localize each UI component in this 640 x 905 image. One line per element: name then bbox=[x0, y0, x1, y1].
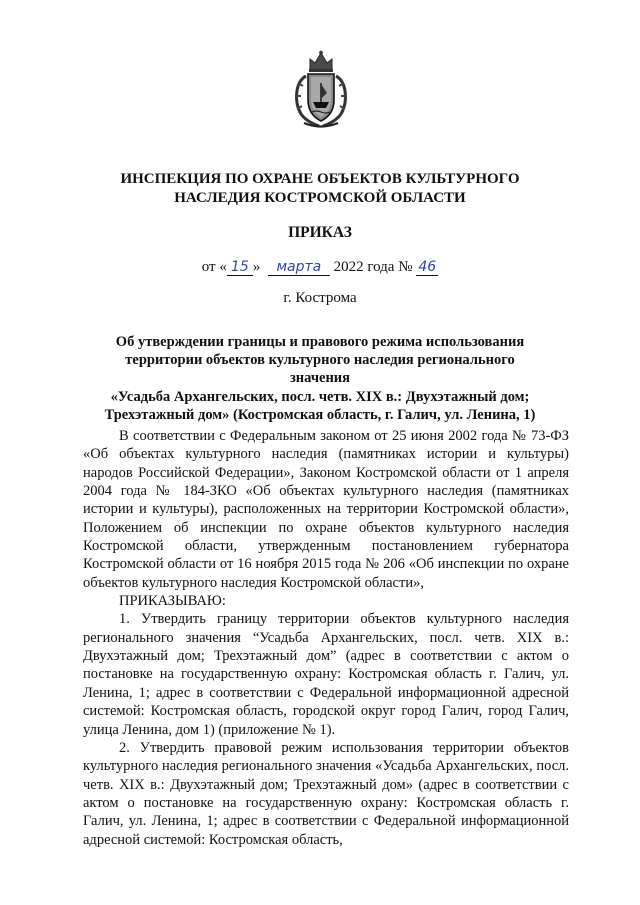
order-title: ПРИКАЗ bbox=[288, 224, 352, 241]
subject-line-4: Трехэтажный дом» (Костромская область, г. Галич, ул. Ленина, 1) bbox=[104, 406, 536, 423]
order-date-line bbox=[0, 256, 640, 278]
date-month-handwritten: марта bbox=[268, 259, 330, 276]
coat-of-arms-icon bbox=[293, 50, 349, 130]
date-prefix: от « bbox=[201, 259, 227, 275]
order-word: ПРИКАЗЫВАЮ: bbox=[119, 593, 226, 610]
organization-name bbox=[60, 170, 580, 208]
order-body bbox=[83, 427, 569, 849]
date-day-handwritten: 15 bbox=[227, 259, 253, 276]
subject-line-1: Об утверждении границы и правового режима использования bbox=[115, 334, 525, 350]
date-mid: » bbox=[252, 259, 261, 275]
item-1-paragraph: 1. Утвердить границу территории объектов культурного наследия регионального значения “Усадьба Архангельских, посл. четв. XIX в.: Двухэтажный дом; Трехэтажный дом” (адрес в соответствии с актом о постановке на государственную охрану: Костромская область г. Галич, ул. Ленина, 1; адрес в соответствии с Федеральной информационной адресной системой: Костромская область, городской округ город Галич, город Галич, улица Ленина, дом 1) (приложение № 1). bbox=[83, 611, 569, 738]
organization-name-line-1: ИНСПЕКЦИЯ ПО ОХРАНЕ ОБЪЕКТОВ КУЛЬТУРНОГО bbox=[120, 171, 520, 187]
order-number-handwritten: 46 bbox=[416, 259, 438, 276]
organization-name-line-2: НАСЛЕДИЯ КОСТРОМСКОЙ ОБЛАСТИ bbox=[174, 190, 466, 206]
order-city: г. Кострома bbox=[283, 290, 357, 306]
item-2-paragraph: 2. Утвердить правовой режим использования территории объектов культурного наследия регионального значения «Усадьба Архангельских, посл. четв. XIX в.: Двухэтажный дом; Трехэтажный дом» (адрес в соответствии с актом о постановке на государственную охрану: Костромская область г. Галич, ул. Ленина, 1; адрес в соответствии с Федеральной информационной адресной системой: Костромская область, bbox=[83, 739, 569, 848]
preamble-paragraph: В соответствии с Федеральным законом от 25 июня 2002 года № 73-ФЗ «Об объектах культурного наследия (памятниках истории и культуры) народов Российской Федерации», Законом Костромской области от 1 апреля 2004 года № 184-ЗКО «Об объектах культурного наследия (памятниках истории и культуры), расположенных на территории Костромской области», Положением об инспекции по охране объектов культурного наследия Костромской области, утвержденным постановлением губернатора Костромской области от 16 ноября 2015 года № 206 «Об инспекции по охране объектов культурного наследия Костромской области», bbox=[83, 428, 569, 591]
subject-line-3: «Усадьба Архангельских, посл. четв. XIX в.: Двухэтажный дом; bbox=[110, 388, 530, 405]
order-subject bbox=[95, 333, 545, 424]
date-year-text: 2022 года № bbox=[333, 259, 413, 275]
subject-line-2: территории объектов культурного наследия регионального значения bbox=[125, 352, 515, 387]
